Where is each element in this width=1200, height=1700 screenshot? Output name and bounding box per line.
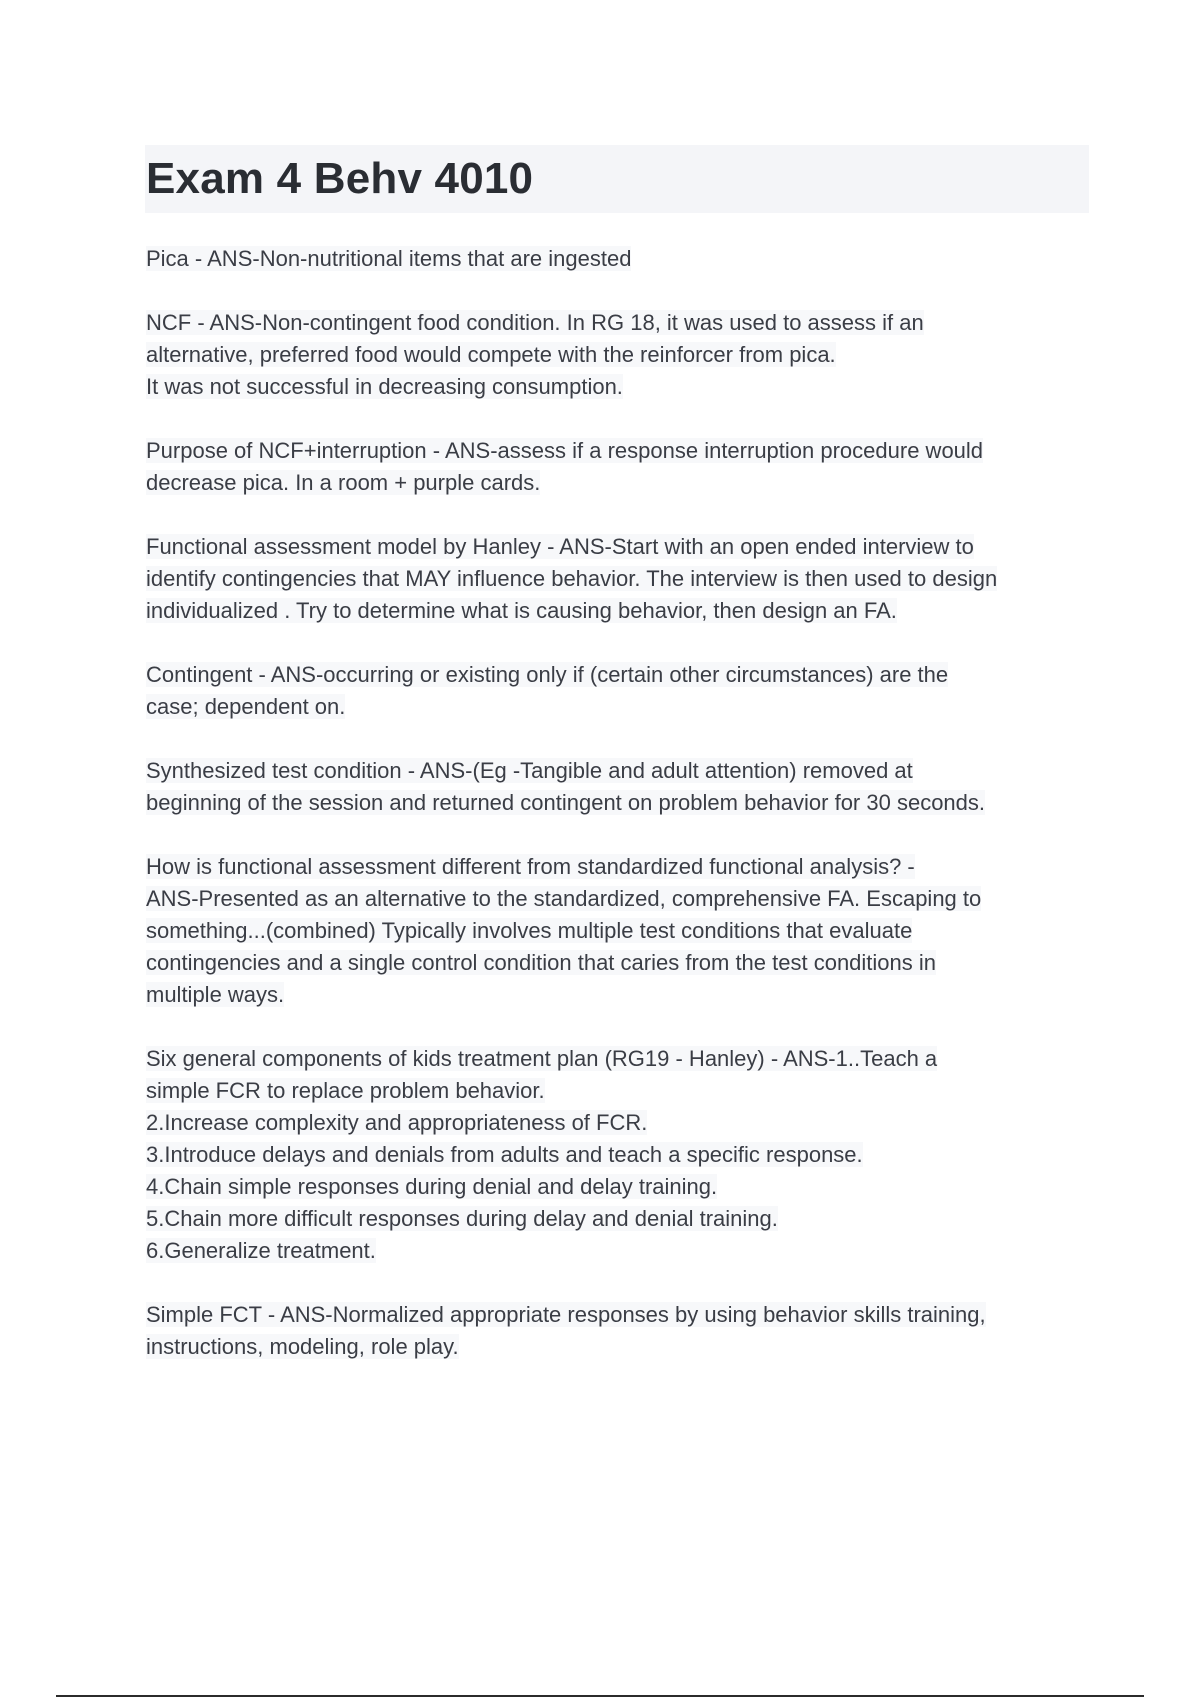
entry-line-text: 2.Increase complexity and appropriateness of FCR. bbox=[146, 1110, 648, 1135]
qa-entry bbox=[146, 1043, 1091, 1267]
entry-line-text: contingencies and a single control condition that caries from the test conditions in bbox=[146, 950, 937, 975]
document-title: Exam 4 Behv 4010 bbox=[146, 154, 534, 203]
entry-line bbox=[146, 979, 1091, 1011]
qa-entry bbox=[146, 435, 1091, 499]
qa-entry bbox=[146, 243, 1091, 275]
entry-line bbox=[146, 787, 1091, 819]
entry-line bbox=[146, 243, 1091, 275]
entry-line bbox=[146, 1075, 1091, 1107]
entry-line bbox=[146, 1235, 1091, 1267]
entry-line bbox=[146, 1107, 1091, 1139]
entry-line-text: alternative, preferred food would compete with the reinforcer from pica. bbox=[146, 342, 836, 367]
qa-entry bbox=[146, 307, 1091, 403]
entry-line-text: 6.Generalize treatment. bbox=[146, 1238, 376, 1263]
entry-line bbox=[146, 563, 1091, 595]
entry-line-text: case; dependent on. bbox=[146, 694, 346, 719]
qa-entry bbox=[146, 659, 1091, 723]
entry-line-text: something...(combined) Typically involves multiple test conditions that evaluate bbox=[146, 918, 913, 943]
entry-line-text: simple FCR to replace problem behavior. bbox=[146, 1078, 545, 1103]
entry-line-text: 3.Introduce delays and denials from adults and teach a specific response. bbox=[146, 1142, 863, 1167]
entry-line bbox=[146, 435, 1091, 467]
entry-line-text: Purpose of NCF+interruption - ANS-assess if a response interruption procedure would bbox=[146, 438, 984, 463]
entry-line bbox=[146, 883, 1091, 915]
entry-line bbox=[146, 1043, 1091, 1075]
entry-line bbox=[146, 1331, 1091, 1363]
entry-line bbox=[146, 691, 1091, 723]
entry-line-text: beginning of the session and returned contingent on problem behavior for 30 seconds. bbox=[146, 790, 986, 815]
entry-line bbox=[146, 915, 1091, 947]
entry-line bbox=[146, 595, 1091, 627]
entry-line bbox=[146, 1299, 1091, 1331]
entry-line bbox=[146, 659, 1091, 691]
entry-line bbox=[146, 1139, 1091, 1171]
entry-line bbox=[146, 755, 1091, 787]
entry-line bbox=[146, 307, 1091, 339]
entry-line bbox=[146, 531, 1091, 563]
entry-line-text: individualized . Try to determine what is causing behavior, then design an FA. bbox=[146, 598, 897, 623]
entry-line-text: multiple ways. bbox=[146, 982, 285, 1007]
qa-entry bbox=[146, 755, 1091, 819]
document-body bbox=[146, 243, 1091, 1395]
entry-line bbox=[146, 947, 1091, 979]
entry-line-text: Synthesized test condition - ANS-(Eg -Tangible and adult attention) removed at bbox=[146, 758, 913, 783]
entry-line-text: identify contingencies that MAY influence behavior. The interview is then used to design bbox=[146, 566, 998, 591]
entry-line-text: decrease pica. In a room + purple cards. bbox=[146, 470, 541, 495]
entry-line-text: Contingent - ANS-occurring or existing only if (certain other circumstances) are the bbox=[146, 662, 949, 687]
entry-line bbox=[146, 339, 1091, 371]
entry-line-text: Functional assessment model by Hanley - ANS-Start with an open ended interview to bbox=[146, 534, 974, 559]
entry-line-text: Simple FCT - ANS-Normalized appropriate responses by using behavior skills training, bbox=[146, 1302, 986, 1327]
entry-line bbox=[146, 371, 1091, 403]
entry-line bbox=[146, 1171, 1091, 1203]
entry-line bbox=[146, 1203, 1091, 1235]
entry-line-text: It was not successful in decreasing consumption. bbox=[146, 374, 623, 399]
entry-line bbox=[146, 851, 1091, 883]
entry-line bbox=[146, 467, 1091, 499]
entry-line-text: Pica - ANS-Non-nutritional items that are ingested bbox=[146, 246, 632, 271]
qa-entry bbox=[146, 1299, 1091, 1363]
entry-line-text: Six general components of kids treatment plan (RG19 - Hanley) - ANS-1..Teach a bbox=[146, 1046, 938, 1071]
page-bottom-rule bbox=[56, 1695, 1144, 1697]
qa-entry bbox=[146, 531, 1091, 627]
qa-entry bbox=[146, 851, 1091, 1011]
entry-line-text: 4.Chain simple responses during denial and delay training. bbox=[146, 1174, 718, 1199]
entry-line-text: ANS-Presented as an alternative to the standardized, comprehensive FA. Escaping to bbox=[146, 886, 982, 911]
entry-line-text: instructions, modeling, role play. bbox=[146, 1334, 459, 1359]
entry-line-text: How is functional assessment different from standardized functional analysis? - bbox=[146, 854, 915, 879]
entry-line-text: NCF - ANS-Non-contingent food condition. In RG 18, it was used to assess if an bbox=[146, 310, 924, 335]
entry-line-text: 5.Chain more difficult responses during delay and denial training. bbox=[146, 1206, 778, 1231]
